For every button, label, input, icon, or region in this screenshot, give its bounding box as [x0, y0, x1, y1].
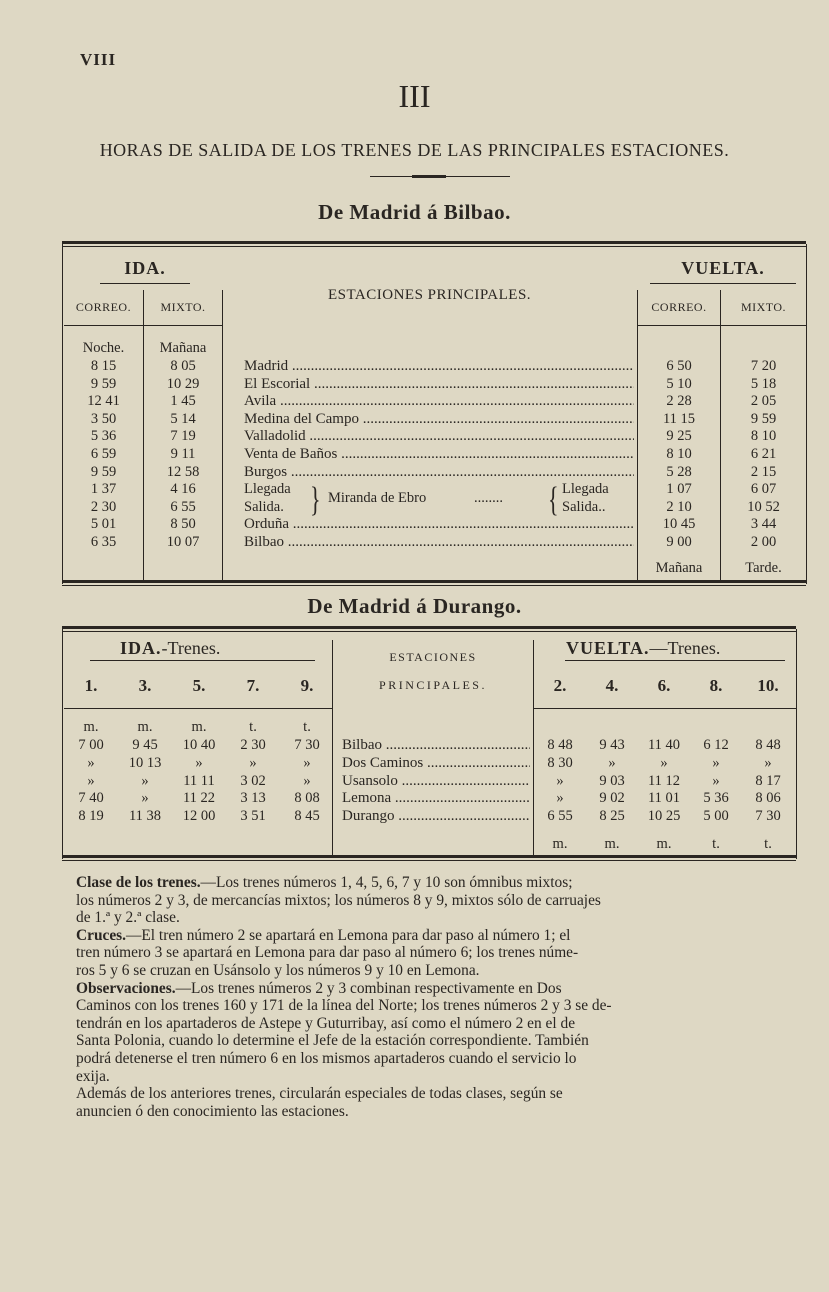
ida-correo-header: CORREO. — [75, 300, 132, 314]
table1-header-rule — [64, 325, 222, 326]
vuelta-time: 8 30 — [547, 754, 573, 771]
ida-time: » — [303, 772, 311, 789]
ida-underline — [90, 660, 315, 661]
ida-time: 10 13 — [128, 754, 162, 771]
vuelta-time: 11 01 — [647, 790, 681, 807]
vuelta-time: » — [608, 754, 616, 771]
vuelta-mixto-time: 3 44 — [750, 516, 777, 533]
train-number-header: 2. — [553, 676, 567, 695]
vuelta-mixto-time: 2 05 — [750, 393, 777, 410]
train-number-header: 5. — [192, 676, 206, 695]
ida-mixto-time: 12 58 — [166, 463, 200, 480]
ida-time: 3 13 — [240, 790, 266, 807]
vuelta-time: 9 03 — [599, 772, 625, 789]
ida-correo-llegada: 1 37 — [90, 481, 117, 498]
station-name: El Escorial ..... — [244, 376, 634, 393]
table2-header-rule — [534, 708, 796, 709]
vuelta-time: 11 12 — [647, 772, 681, 789]
table1-top-rule-thin — [62, 246, 806, 247]
vuelta-label: VUELTA. — [681, 258, 765, 278]
ida-mixto-time: 8 05 — [170, 358, 196, 374]
llegada-label: Llegada — [562, 481, 609, 498]
note-final-line: Además de los anteriores trenes, circularán especiales de todas clases, según se — [76, 1085, 563, 1103]
table2-right-border — [796, 629, 797, 859]
note-cruces-line: —El tren número 2 se apartará en Lemona para dar paso al número 1; el — [126, 926, 571, 944]
note-clase-line: de 1.ª y 2.ª clase. — [76, 909, 180, 927]
table2-bottom-rule — [62, 855, 796, 858]
station-name: Dos Caminos ..... — [342, 755, 530, 772]
title-divider-ornament — [412, 175, 446, 178]
ida-label: IDA. — [120, 638, 162, 658]
ida-mixto-time: 5 14 — [170, 410, 196, 427]
stations-header-line2: PRINCIPALES. — [379, 678, 487, 692]
ida-time: » — [249, 754, 257, 771]
table1-bottom-rule-thin — [62, 585, 806, 586]
ida-mixto-time: 10 29 — [166, 375, 200, 392]
ida-time: 7 30 — [294, 737, 320, 753]
llegada-label: Llegada — [244, 481, 291, 498]
note-clase — [76, 874, 810, 927]
note-clase-label: Clase de los trenes. — [76, 874, 201, 891]
ida-time: 8 45 — [294, 808, 320, 825]
vuelta-time: » — [556, 790, 564, 807]
vuelta-correo-time: 10 45 — [662, 516, 696, 533]
vuelta-time: » — [764, 754, 772, 771]
station-name: Venta de Baños ..... — [244, 446, 634, 463]
ida-time: 7 40 — [78, 790, 104, 807]
station-name: Bilbao ..... — [342, 737, 530, 754]
page-title: HORAS DE SALIDA DE LOS TRENES DE LAS PRINCIPALES ESTACIONES. — [99, 140, 730, 160]
vuelta-time: 8 48 — [547, 737, 573, 753]
ida-time: 11 38 — [128, 808, 162, 825]
vuelta-correo-time: 5 10 — [666, 375, 692, 392]
ida-trenes-header — [120, 638, 220, 659]
ida-correo-time: 5 01 — [90, 516, 117, 533]
vuelta-underline — [650, 283, 796, 284]
vuelta-time: 6 55 — [547, 808, 573, 825]
vuelta-trenes-header — [566, 638, 720, 659]
train-period: m. — [137, 719, 153, 735]
station-name: Orduña ..... — [244, 516, 634, 533]
ida-correo-time: 8 15 — [90, 358, 117, 374]
vuelta-time: » — [712, 772, 720, 789]
vuelta-time: 8 06 — [755, 790, 781, 807]
vuelta-time: 5 36 — [703, 790, 729, 807]
train-period: m. — [604, 836, 620, 852]
ida-time: 8 19 — [78, 808, 104, 825]
vuelta-time: 11 40 — [647, 737, 681, 753]
train-number-header: 1. — [84, 676, 98, 695]
ida-time: 8 08 — [294, 790, 320, 807]
ida-correo-time: 6 59 — [90, 446, 117, 462]
train-period: t. — [303, 719, 311, 735]
ida-time: 11 22 — [182, 790, 216, 807]
vuelta-time: 9 02 — [599, 790, 625, 807]
station-name: Bilbao ..... — [244, 534, 634, 551]
vuelta-mixto-salida: 10 52 — [747, 498, 780, 515]
station-name: Madrid ..... — [244, 358, 634, 375]
ida-time: 2 30 — [240, 737, 266, 753]
stations-header-line1: ESTACIONES — [389, 650, 477, 664]
station-name: Valladolid ..... — [244, 428, 634, 445]
train-number-header: 8. — [709, 676, 723, 695]
train-number-header: 10. — [757, 676, 779, 695]
note-cruces — [76, 927, 810, 980]
vuelta-correo-time: 6 50 — [666, 358, 692, 374]
vuelta-time: 9 43 — [599, 737, 625, 753]
vuelta-time: 8 25 — [599, 808, 625, 825]
note-obs-label: Observaciones. — [76, 979, 176, 997]
ida-time: » — [195, 754, 203, 771]
salida-label: Salida. — [244, 498, 284, 515]
note-observaciones — [76, 980, 810, 1086]
ida-time: 11 11 — [183, 772, 215, 789]
station-name: Durango ..... — [342, 808, 530, 825]
vuelta-time: 8 17 — [755, 772, 781, 789]
vuelta-mixto-time: 2 00 — [750, 534, 777, 550]
vuelta-trenes-label: —Trenes. — [649, 638, 721, 658]
ida-time: 10 40 — [182, 737, 216, 753]
ida-time: 7 00 — [78, 737, 104, 753]
ida-mixto-period: Mañana — [159, 340, 207, 356]
ida-trenes-label: -Trenes. — [161, 638, 221, 658]
table2-left-border — [62, 629, 63, 859]
ida-time: » — [87, 754, 95, 771]
ida-time: 12 00 — [182, 808, 216, 825]
note-obs-line: tendrán en los apartaderos de Astepe y Guturribay, así como el número 2 en el de — [76, 1014, 576, 1032]
train-period: m. — [191, 719, 207, 735]
vuelta-correo-salida: 2 10 — [666, 498, 692, 515]
table1-col-divider — [222, 290, 223, 580]
table2-top-rule — [62, 626, 796, 629]
ida-time: 9 45 — [132, 737, 158, 753]
note-clase-line: —Los trenes números 1, 4, 5, 6, 7 y 10 son ómnibus mixtos; — [200, 874, 573, 891]
vuelta-mixto-time: 2 15 — [750, 463, 777, 480]
ida-mixto-salida: 6 55 — [170, 498, 196, 515]
vuelta-mixto-llegada: 6 07 — [750, 481, 777, 498]
vuelta-label: VUELTA. — [566, 638, 650, 658]
vuelta-correo-time: 9 00 — [666, 534, 692, 550]
vuelta-time: 6 12 — [703, 737, 729, 753]
ida-mixto-time: 10 07 — [166, 534, 200, 550]
vuelta-mixto-header: MIXTO. — [740, 300, 787, 314]
section-numeral: III — [398, 78, 431, 114]
ida-correo-time: 12 41 — [87, 393, 120, 410]
station-name: Medina del Campo ..... — [244, 411, 634, 428]
ida-correo-time: 9 59 — [90, 375, 117, 392]
train-period: m. — [656, 836, 672, 852]
table1-top-rule — [62, 241, 806, 244]
vuelta-mixto-time: 6 21 — [750, 446, 777, 462]
vuelta-mixto-time: 5 18 — [750, 375, 777, 392]
vuelta-time: 7 30 — [755, 808, 781, 825]
station-name: Usansolo ..... — [342, 773, 530, 790]
train-number-header: 9. — [300, 676, 314, 695]
table1-bottom-rule — [62, 580, 806, 583]
vuelta-mixto-time: 9 59 — [750, 410, 777, 427]
note-cruces-line: ros 5 y 6 se cruzan en Usánsolo y los números 9 y 10 en Lemona. — [76, 961, 480, 979]
note-obs-line: exija. — [76, 1067, 110, 1085]
note-obs-line: Santa Polonia, cuando lo determine el Jefe de la estación correspondiente. También — [76, 1032, 589, 1050]
vuelta-correo-time: 5 28 — [666, 463, 692, 480]
brace-icon: } — [310, 479, 321, 520]
train-period: t. — [764, 836, 772, 852]
ida-mixto-time: 9 11 — [170, 446, 196, 462]
train-number-header: 7. — [246, 676, 260, 695]
note-final-line: anuncien ó den conocimiento las estaciones. — [76, 1102, 349, 1120]
page-number: VIII — [80, 50, 117, 69]
note-cruces-line: tren número 3 se apartará en Lemona para dar paso al número 6; los trenes núme- — [76, 944, 579, 962]
ida-correo-time: 5 36 — [90, 428, 117, 445]
vuelta-correo-header: CORREO. — [651, 300, 707, 314]
brace-icon: { — [548, 479, 559, 520]
ida-mixto-time: 1 45 — [170, 393, 196, 410]
train-period: t. — [249, 719, 257, 735]
train-number-header: 4. — [605, 676, 619, 695]
vuelta-mixto-time: 7 20 — [750, 358, 777, 374]
ida-time: 3 02 — [240, 772, 266, 789]
leader-dots: ........ — [474, 490, 503, 507]
ida-mixto-header: MIXTO. — [160, 300, 206, 314]
ida-correo-time: 3 50 — [90, 410, 117, 427]
table2-top-rule-thin — [62, 631, 796, 632]
vuelta-correo-period: Mañana — [655, 560, 703, 576]
vuelta-time: 10 25 — [647, 808, 681, 825]
station-name: Lemona ..... — [342, 790, 530, 807]
ida-time: » — [141, 790, 149, 807]
note-obs-line: podrá detenerse el tren número 6 en los mismos apartaderos cuando el servicio lo — [76, 1049, 577, 1067]
notes-section — [76, 874, 810, 1120]
vuelta-time: 8 48 — [755, 737, 781, 753]
ida-time: » — [303, 754, 311, 771]
vuelta-time: » — [712, 754, 720, 771]
train-period: m. — [83, 719, 99, 735]
ida-mixto-llegada: 4 16 — [170, 481, 196, 498]
train-period: m. — [552, 836, 568, 852]
ida-underline — [100, 283, 190, 284]
table1-title: De Madrid á Bilbao. — [318, 200, 511, 224]
vuelta-time: 5 00 — [703, 808, 729, 825]
ida-correo-time: 9 59 — [90, 463, 117, 480]
table1-header-rule — [638, 325, 806, 326]
station-name: Burgos ..... — [244, 464, 634, 481]
ida-time: » — [87, 772, 95, 789]
miranda-station: Miranda de Ebro — [328, 490, 427, 507]
vuelta-correo-llegada: 1 07 — [666, 481, 692, 498]
vuelta-correo-time: 11 15 — [662, 410, 696, 427]
station-name: Avila ..... — [244, 393, 634, 410]
vuelta-time: » — [660, 754, 668, 771]
ida-label: IDA. — [124, 258, 166, 278]
ida-mixto-time: 8 50 — [170, 516, 196, 533]
ida-correo-period: Noche. — [82, 340, 125, 356]
table1-left-border — [62, 244, 63, 584]
table1-right-border — [806, 244, 807, 584]
ida-correo-salida: 2 30 — [90, 498, 117, 515]
vuelta-correo-time: 9 25 — [666, 428, 692, 445]
note-clase-line: los números 2 y 3, de mercancías mixtos; los números 8 y 9, mixtos sólo de carruajes — [76, 891, 601, 909]
salida-label: Salida.. — [562, 498, 606, 515]
note-obs-line: —Los trenes números 2 y 3 combinan respectivamente en Dos — [175, 979, 562, 997]
table2-title: De Madrid á Durango. — [307, 594, 522, 618]
ida-time: 3 51 — [240, 808, 266, 825]
train-period: t. — [712, 836, 720, 852]
note-cruces-label: Cruces. — [76, 926, 127, 944]
note-obs-line: Caminos con los trenes 160 y 171 de la línea del Norte; los trenes números 2 y 3 se de- — [76, 997, 612, 1015]
ida-time: » — [141, 772, 149, 789]
ida-correo-time: 6 35 — [90, 534, 117, 550]
train-number-header: 3. — [138, 676, 152, 695]
vuelta-correo-time: 2 28 — [666, 393, 692, 410]
note-final — [76, 1085, 810, 1120]
vuelta-underline — [565, 660, 785, 661]
ida-mixto-time: 7 19 — [170, 428, 196, 445]
vuelta-mixto-period: Tarde. — [745, 560, 782, 576]
table2-bottom-rule-thin — [62, 860, 796, 861]
train-number-header: 6. — [657, 676, 671, 695]
stations-header: ESTACIONES PRINCIPALES. — [327, 287, 532, 303]
table2-header-rule — [64, 708, 332, 709]
vuelta-correo-time: 8 10 — [666, 446, 692, 462]
vuelta-mixto-time: 8 10 — [750, 428, 777, 445]
vuelta-time: » — [556, 772, 564, 789]
